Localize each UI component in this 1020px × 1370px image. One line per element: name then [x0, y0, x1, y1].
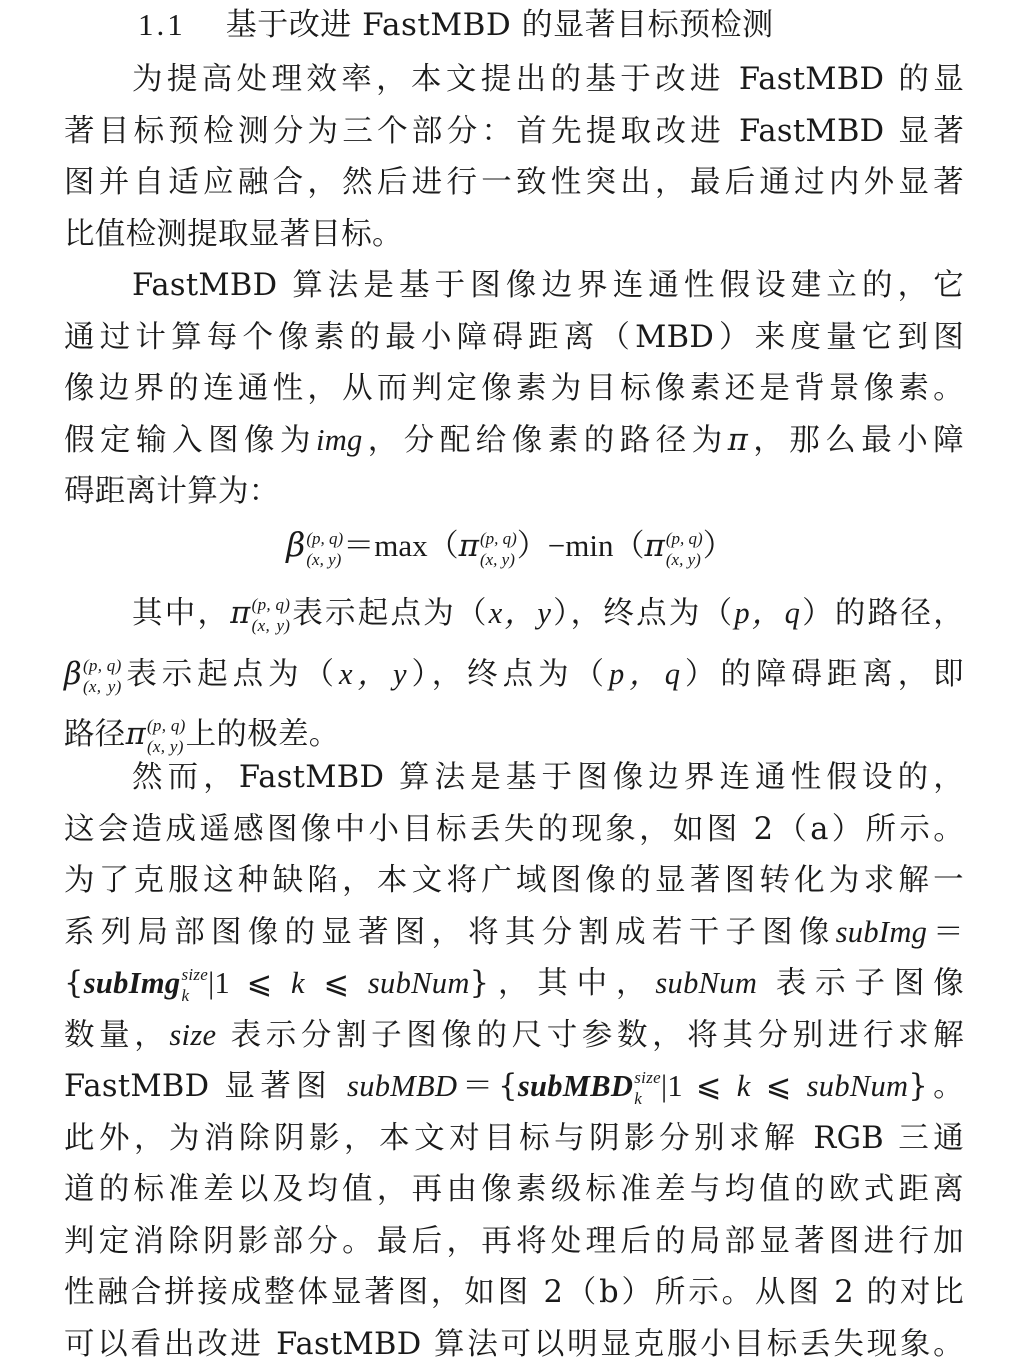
variable-subnum: subNum [655, 966, 757, 1000]
subscript: (x, y) [306, 551, 343, 568]
variable-size: size [169, 1018, 216, 1052]
text-run: ），终点为（ [551, 596, 734, 631]
superscript: size [634, 1069, 661, 1086]
superscript: (p, q) [480, 530, 517, 547]
section-title: 基于改进 FastMBD 的显著目标预检测 [226, 7, 774, 43]
paragraph-3 [64, 583, 964, 765]
text-line: 判定消除阴影部分。最后，再将处理后的局部显著图进行加 [64, 1216, 964, 1268]
subscript: (x, y) [252, 617, 291, 634]
super-sub-script [480, 530, 517, 568]
text-run: ），终点为（ [407, 657, 609, 692]
text-line [64, 1010, 964, 1062]
text-line: 为提高处理效率，本文提出的基于改进 FastMBD 的显 [64, 54, 964, 106]
mbd-formula [0, 519, 1020, 572]
text-line: 比值检测提取显著目标。 [64, 209, 964, 261]
text-line: 这会造成遥感图像中小目标丢失的现象，如图 2（a）所示。 [64, 804, 964, 856]
variable-subnum: subNum [368, 966, 470, 1000]
leq: ⩽ [766, 1069, 792, 1103]
text-run: 。 [928, 1069, 964, 1104]
text-line: FastMBD 算法是基于图像边界连通性假设建立的，它 [64, 260, 964, 312]
subscript: k [634, 1090, 661, 1107]
text-run: |1 ⩽ [661, 1069, 722, 1103]
super-sub-script [181, 966, 208, 1004]
variable-img: img [316, 423, 363, 457]
super-sub-script [252, 596, 291, 634]
text-line [64, 583, 964, 644]
text-line [64, 958, 964, 1010]
text-run: 系列局部图像的显著图，将其分割成若干子图像 [64, 915, 836, 950]
text-line: 性融合拼接成整体显著图，如图 2（b）所示。从图 2 的对比 [64, 1267, 964, 1319]
text-line: 可以看出改进 FastMBD 算法可以明显克服小目标丢失现象。 [64, 1319, 964, 1370]
text-run: FastMBD 显著图 [64, 1069, 332, 1104]
text-line [64, 907, 964, 959]
superscript: (p, q) [83, 657, 122, 674]
paren-close: ） [517, 528, 548, 563]
variable-submbd: subMBD [518, 1069, 633, 1103]
text-run: 表示子图像 [776, 966, 964, 1001]
variable-subimg: subImg [84, 966, 181, 1000]
text-run: 表示起点为（ [290, 596, 489, 631]
text-run: |1 ⩽ [208, 966, 272, 1000]
paren-close: ） [703, 528, 734, 563]
super-sub-script [83, 657, 122, 695]
text-line: 为了克服这种缺陷，本文将广域图像的显著图转化为求解一 [64, 855, 964, 907]
text-line: 碍距离计算为： [64, 466, 964, 518]
brace-close: } [470, 966, 490, 1001]
brace-close: } [908, 1069, 928, 1104]
symbol-pi: π [459, 528, 479, 564]
text-line: 像边界的连通性，从而判定像素为目标像素还是背景像素。 [64, 363, 964, 415]
superscript: (p, q) [306, 530, 343, 547]
text-run: 假定输入图像为 [64, 423, 316, 458]
variable-subnum: subNum [807, 1069, 909, 1103]
text-run: 表示分割子图像的尺寸参数，将其分别进行求解 [231, 1018, 964, 1053]
superscript: (p, q) [666, 530, 703, 547]
minus-min: −min [548, 528, 614, 563]
coords-xy: x，y [489, 596, 551, 630]
paragraph-4 [64, 752, 964, 1370]
coords-xy: x，y [339, 657, 407, 691]
symbol-pi: π [126, 717, 146, 752]
symbol-pi: π [230, 596, 250, 631]
section-number: 1.1 [138, 2, 186, 48]
subscript: (x, y) [666, 551, 703, 568]
paragraph-1 [64, 54, 964, 260]
text-line [64, 415, 964, 467]
text-line [64, 644, 964, 705]
text-run: ）的路径， [800, 596, 964, 631]
super-sub-script [147, 717, 186, 755]
brace-open: { [64, 966, 84, 1001]
subscript: (x, y) [147, 738, 186, 755]
text-run: 上的极差。 [186, 717, 340, 752]
text-run: ）的障碍距离，即 [680, 657, 964, 692]
leq: ⩽ [323, 966, 349, 1000]
paren-open: （ [614, 528, 645, 563]
coords-pq: p，q [734, 596, 800, 630]
text-run: ，其中， [489, 966, 655, 1001]
variable-k: k [737, 1069, 751, 1103]
text-line: 图并自适应融合，然后进行一致性突出，最后通过内外显著 [64, 157, 964, 209]
text-run: 路径 [64, 717, 126, 752]
section-heading [138, 2, 774, 48]
text-line: 通过计算每个像素的最小障碍距离（MBD）来度量它到图 [64, 312, 964, 364]
variable-submbd: subMBD [347, 1069, 457, 1103]
variable-k: k [291, 966, 305, 1000]
subscript: k [181, 987, 208, 1004]
symbol-pi: π [645, 528, 665, 564]
text-line: 然而，FastMBD 算法是基于图像边界连通性假设的， [64, 752, 964, 804]
super-sub-script [666, 530, 703, 568]
variable-pi: π [728, 423, 748, 458]
symbol-beta: β [64, 657, 82, 692]
text-line: 此外，为消除阴影，本文对目标与阴影分别求解 RGB 三通 [64, 1113, 964, 1165]
equals: ＝ [927, 915, 964, 950]
superscript: (p, q) [147, 717, 186, 734]
text-line: 道的标准差以及均值，再由像素级标准差与均值的欧式距离 [64, 1164, 964, 1216]
text-run: ，分配给像素的路径为 [363, 423, 728, 458]
super-sub-script [634, 1069, 661, 1107]
paren-open: （ [428, 528, 459, 563]
superscript: (p, q) [252, 596, 291, 613]
text-line: 著目标预检测分为三个部分：首先提取改进 FastMBD 显著 [64, 106, 964, 158]
coords-pq: p，q [609, 657, 680, 691]
symbol-beta: β [286, 525, 305, 564]
text-run: 其中， [132, 596, 230, 631]
subscript: (x, y) [480, 551, 517, 568]
variable-subimg: subImg [836, 915, 928, 949]
equals-max: ＝max [343, 528, 427, 563]
superscript: size [181, 966, 208, 983]
paragraph-2 [64, 260, 964, 518]
text-run: ，那么最小障 [748, 423, 964, 458]
equals-brace: ＝{ [457, 1069, 518, 1104]
text-line [64, 1061, 964, 1113]
text-run: 数量， [64, 1018, 169, 1053]
super-sub-script [306, 530, 343, 568]
subscript: (x, y) [83, 678, 122, 695]
text-run: 表示起点为（ [122, 657, 339, 692]
